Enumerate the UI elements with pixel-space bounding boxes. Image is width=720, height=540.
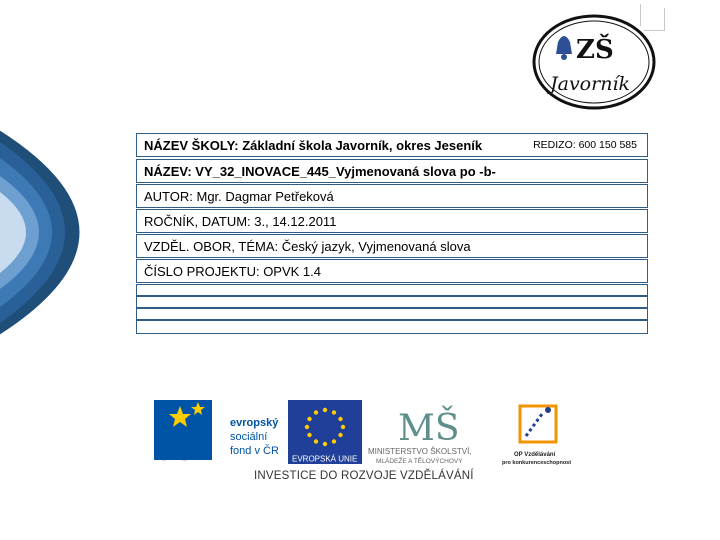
- grade-date-row: [136, 209, 648, 233]
- esf-text-2: sociální: [230, 431, 268, 443]
- school-name-row: [136, 133, 648, 157]
- eu-text: EVROPSKÁ UNIE: [292, 454, 358, 464]
- esf-text-1: evropský: [230, 417, 279, 429]
- msmt-text-2: MLÁDEŽE A TĚLOVÝCHOVY: [376, 458, 463, 465]
- svg-text:ZŠ: ZŠ: [576, 35, 614, 65]
- eu-logo: [288, 400, 362, 464]
- investice-slogan: INVESTICE DO ROZVOJE VZDĚLÁVÁNÍ: [254, 470, 474, 482]
- project-row: [136, 259, 648, 283]
- school-logo: [530, 12, 658, 112]
- svg-text:Javorník: Javorník: [550, 73, 631, 95]
- empty-row: [136, 320, 648, 334]
- op-vk-logo: [502, 406, 571, 466]
- esf-text-3: fond v ČR: [230, 445, 279, 457]
- esf-mark: esf: [154, 427, 207, 468]
- project-text: ČÍSLO PROJEKTU: OPVK 1.4: [144, 263, 321, 279]
- author-row: [136, 184, 648, 208]
- svg-text:MŠ: MŠ: [398, 408, 460, 449]
- title-text: NÁZEV: VY_32_INOVACE_445_Vyjmenovaná slova po -b-: [144, 163, 496, 179]
- empty-row: [136, 308, 648, 320]
- subject-topic-text: VZDĚL. OBOR, TÉMA: Český jazyk, Vyjmenovaná slova: [144, 238, 471, 254]
- msmt-logo: [368, 407, 472, 465]
- subject-topic-row: [136, 234, 648, 258]
- title-row: [136, 159, 648, 183]
- decorative-arcs: [0, 130, 140, 335]
- empty-row: [136, 284, 648, 296]
- school-name: NÁZEV ŠKOLY: Základní škola Javorník, okres Jeseník: [144, 137, 483, 153]
- msmt-text-1: MINISTERSTVO ŠKOLSTVÍ,: [368, 447, 472, 456]
- author-text: AUTOR: Mgr. Dagmar Petřeková: [144, 188, 334, 204]
- esf-logo: [154, 400, 279, 468]
- op-text-1: OP Vzdělávání: [514, 452, 556, 458]
- redizo: REDIZO: 600 150 585: [533, 139, 637, 151]
- grade-date-text: ROČNÍK, DATUM: 3., 14.12.2011: [144, 213, 337, 229]
- op-text-2: pro konkurenceschopnost: [502, 460, 572, 466]
- empty-row: [136, 296, 648, 308]
